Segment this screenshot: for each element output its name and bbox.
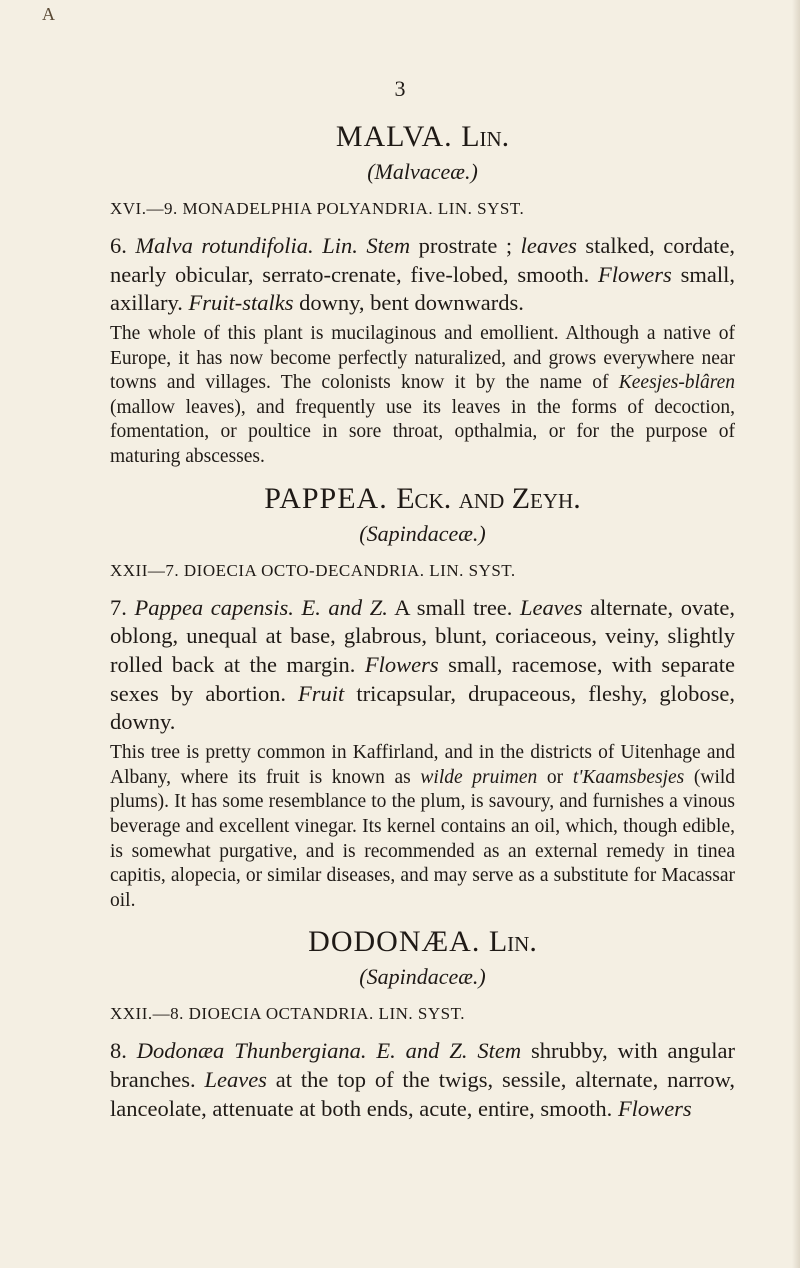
species-diagnosis [110, 594, 735, 738]
genus-name: PAPPEA. [264, 481, 388, 515]
diagnosis-text: shrubby, with angular branches. [110, 1038, 735, 1093]
vernacular-name: wilde pruimen [420, 766, 538, 788]
diagnosis-term: Flowers [598, 261, 672, 287]
linnaean-class: XXII—7. DIOECIA OCTO-DECANDRIA. LIN. SYST. [110, 560, 516, 580]
genus-name: MALVA. [335, 120, 453, 153]
page-text [110, 118, 735, 1123]
species-diagnosis [110, 1037, 735, 1123]
genus-heading [110, 480, 735, 518]
diagnosis-text: downy, bent downwards. [299, 290, 524, 316]
page-number: 3 [394, 76, 406, 101]
description-text: (wild plums). It has some resemblance to the plum, is savoury, and furnishes a vinous beverage and excellent vinegar. Its kernel contains an oil, which, though edible, is somewhat purgative, and is recommended as an external remedy in tinea capitis, alopecia, or similar diseases, and may serve as a substitute for Macassar oil. [110, 766, 736, 911]
vernacular-name: Keesjes-blâren [618, 372, 735, 394]
genus-section-malva [110, 118, 735, 470]
family-name: (Sapindaceæ.) [359, 520, 486, 546]
species-name: Dodonæa Thunbergiana. [136, 1038, 367, 1064]
species-diagnosis [110, 232, 735, 318]
diagnosis-text: small, axillary. [110, 261, 736, 316]
vernacular-name: t'Kaamsbesjes [572, 766, 685, 788]
genus-section-pappea [110, 480, 735, 914]
diagnosis-text: small, racemose, with separate sexes by abortion. [110, 652, 736, 706]
genus-author: Lin. [488, 925, 537, 959]
description-text: The whole of this plant is mucilaginous and emollient. Although a native of Europe, it has now become perfectly naturalized, and grows everywhere near towns and villages. The colonists know it by the name of [110, 323, 735, 394]
genus-heading [110, 118, 735, 156]
species-description [110, 322, 735, 470]
diagnosis-text: at the top of the twigs, sessile, alternate, narrow, lanceolate, attenuate at both ends, acute, entire, smooth. [110, 1067, 736, 1121]
genus-heading [110, 923, 735, 961]
genus-author: Eck. and Zeyh. [396, 481, 581, 515]
diagnosis-text: stalked, cordate, nearly obicular, serrato-crenate, five-lobed, smooth. [110, 233, 736, 287]
diagnosis-text: tricapsular, drupaceous, fleshy, globose, downy. [110, 680, 736, 735]
diagnosis-term: Flowers [617, 1095, 692, 1121]
diagnosis-term: Stem [477, 1038, 522, 1064]
family-name: (Sapindaceæ.) [359, 964, 486, 990]
diagnosis-text: prostrate ; [418, 233, 513, 258]
page-edge-shadow [792, 0, 800, 1268]
description-text: This tree is pretty common in Kaffirland, and in the districts of Uitenhage and Albany, where its fruit is known as [110, 742, 735, 788]
diagnosis-term: Stem [366, 233, 411, 258]
species-author: E. and Z. [376, 1038, 468, 1064]
species-number: 6. [110, 233, 127, 258]
species-name: Pappea capensis. [134, 594, 294, 620]
species-number: 7. [110, 594, 127, 620]
species-number: 8. [110, 1038, 127, 1064]
species-author: E. and Z. [301, 594, 388, 620]
linnaean-class: XXII.—8. DIOECIA OCTANDRIA. LIN. SYST. [110, 1004, 465, 1024]
species-name: Malva rotundifolia. [135, 233, 314, 258]
genus-section-dodonaea [110, 923, 735, 1123]
species-author: Lin. [322, 233, 358, 258]
diagnosis-term: Flowers [364, 652, 439, 678]
diagnosis-text: alternate, ovate, oblong, unequal at base, glabrous, blunt, coriaceous, veiny, slightly rolled back at the margin. [110, 594, 736, 678]
genus-name: DODONÆA. [308, 925, 481, 959]
diagnosis-term: Fruit-stalks [188, 290, 294, 316]
linnaean-class: XVI.—9. MONADELPHIA POLYANDRIA. LIN. SYST. [110, 199, 525, 218]
diagnosis-term: Leaves [520, 594, 583, 620]
species-description [110, 741, 735, 913]
corner-mark: A [42, 4, 55, 24]
diagnosis-term: Leaves [204, 1067, 267, 1093]
genus-author: Lin. [461, 120, 510, 153]
description-text: (mallow leaves), and frequently use its leaves in the forms of decoction, fomentation, or poultice in sore throat, opthalmia, or for the purpose of maturing abscesses. [110, 396, 735, 468]
family-name: (Malvaceæ.) [367, 159, 478, 184]
diagnosis-text: A small tree. [394, 594, 513, 620]
diagnosis-term: leaves [520, 233, 577, 258]
description-text: or [546, 766, 564, 788]
diagnosis-term: Fruit [298, 680, 345, 706]
